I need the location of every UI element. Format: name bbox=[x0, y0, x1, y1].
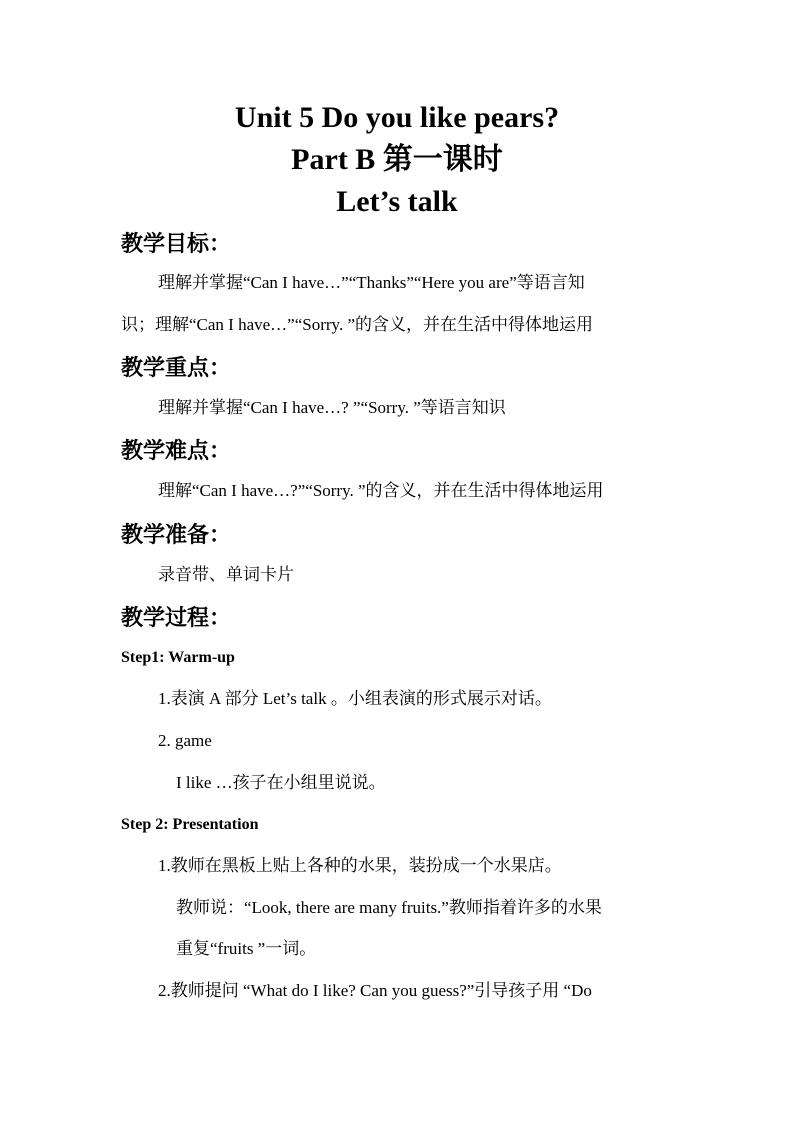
document-title-unit: Unit 5 Do you like pears? bbox=[234, 101, 560, 134]
step2-item2: 2.教师提问 “What do I like? Can you guess?”引导孩子用 “Do bbox=[158, 981, 592, 1000]
document-title-part: Part B 第一课时 bbox=[291, 143, 503, 176]
key-points-heading: 教学重点： bbox=[121, 355, 232, 380]
document-title-lesson: Let’s talk bbox=[336, 185, 458, 218]
preparation-text: 录音带、单词卡片 bbox=[158, 565, 294, 584]
objectives-text-line1: 理解并掌握“Can I have…”“Thanks”“Here you are”等语言知 bbox=[158, 273, 585, 292]
step2-title: Step 2: Presentation bbox=[121, 816, 259, 833]
step1-item2-detail: I like …孩子在小组里说说。 bbox=[176, 773, 386, 792]
step1-title: Step1: Warm-up bbox=[121, 649, 235, 666]
step2-item1: 1.教师在黑板上贴上各种的水果，装扮成一个水果店。 bbox=[158, 856, 562, 875]
objectives-text-line2: 识；理解“Can I have…”“Sorry. ”的含义，并在生活中得体地运用 bbox=[121, 315, 593, 334]
step2-item1-line2: 教师说：“Look, there are many fruits.”教师指着许多的水果 bbox=[176, 898, 602, 917]
step2-item1-line3: 重复“fruits ”一词。 bbox=[176, 939, 317, 958]
key-points-text: 理解并掌握“Can I have…? ”“Sorry. ”等语言知识 bbox=[158, 398, 506, 417]
step1-item1: 1.表演 A 部分 Let’s talk 。小组表演的形式展示对话。 bbox=[158, 689, 552, 708]
step1-item2: 2. game bbox=[158, 731, 212, 750]
difficulties-text: 理解“Can I have…?”“Sorry. ”的含义，并在生活中得体地运用 bbox=[158, 481, 604, 500]
difficulties-heading: 教学难点： bbox=[121, 438, 232, 463]
preparation-heading: 教学准备： bbox=[121, 522, 232, 547]
objectives-heading: 教学目标： bbox=[121, 231, 232, 256]
process-heading: 教学过程： bbox=[121, 605, 232, 630]
